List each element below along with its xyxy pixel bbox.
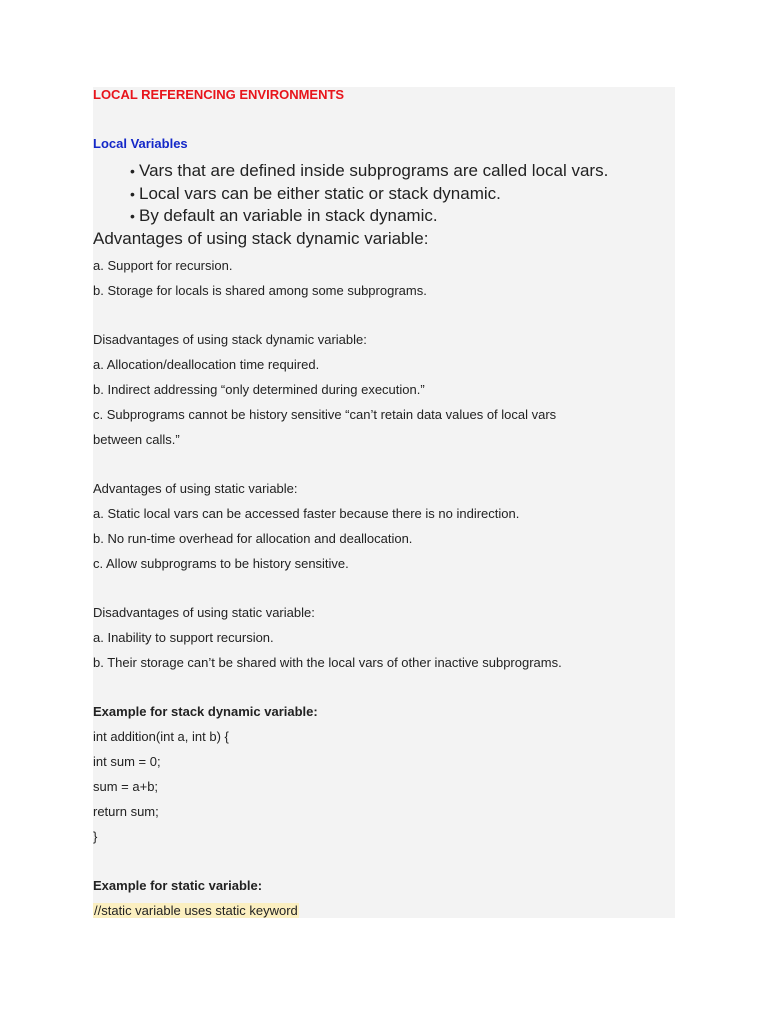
example-static-heading: Example for static variable: xyxy=(93,878,263,893)
code-comment: //static variable uses static keyword xyxy=(94,903,298,918)
adv-stack-item: a. Support for recursion. xyxy=(93,258,233,273)
disadv-static-heading: Disadvantages of using static variable: xyxy=(93,605,315,620)
adv-stack-heading: Advantages of using stack dynamic variable: xyxy=(93,229,429,248)
bullet-item: • Local vars can be either static or stack dynamic. xyxy=(130,183,608,206)
example-stack-heading: Example for stack dynamic variable: xyxy=(93,704,318,719)
code-line: return sum; xyxy=(93,804,159,819)
code-line: int addition(int a, int b) { xyxy=(93,729,229,744)
code-comment-line xyxy=(93,903,299,919)
code-line: int sum = 0; xyxy=(93,754,161,769)
disadv-stack-heading: Disadvantages of using stack dynamic variable: xyxy=(93,332,367,347)
disadv-stack-item-continued: between calls.” xyxy=(93,432,180,447)
code-line: } xyxy=(93,829,98,844)
disadv-static-item: b. Their storage can’t be shared with the local vars of other inactive subprograms. xyxy=(93,655,562,670)
disadv-stack-item: a. Allocation/deallocation time required. xyxy=(93,357,320,372)
adv-static-item: a. Static local vars can be accessed faster because there is no indirection. xyxy=(93,506,520,521)
adv-static-item: c. Allow subprograms to be history sensitive. xyxy=(93,556,349,571)
adv-static-item: b. No run-time overhead for allocation and deallocation. xyxy=(93,531,413,546)
section-heading-local-variables: Local Variables xyxy=(93,136,188,151)
disadv-static-item: a. Inability to support recursion. xyxy=(93,630,274,645)
adv-static-heading: Advantages of using static variable: xyxy=(93,481,298,496)
bullet-item: • Vars that are defined inside subprograms are called local vars. xyxy=(130,160,608,183)
bullet-list xyxy=(130,160,608,228)
disadv-stack-item: b. Indirect addressing “only determined during execution.” xyxy=(93,382,425,397)
code-line: sum = a+b; xyxy=(93,779,159,794)
adv-stack-item: b. Storage for locals is shared among some subprograms. xyxy=(93,283,427,298)
disadv-stack-item: c. Subprograms cannot be history sensitive “can’t retain data values of local vars xyxy=(93,407,557,422)
page-title: LOCAL REFERENCING ENVIRONMENTS xyxy=(93,87,345,102)
bullet-item: • By default an variable in stack dynamic. xyxy=(130,205,608,228)
